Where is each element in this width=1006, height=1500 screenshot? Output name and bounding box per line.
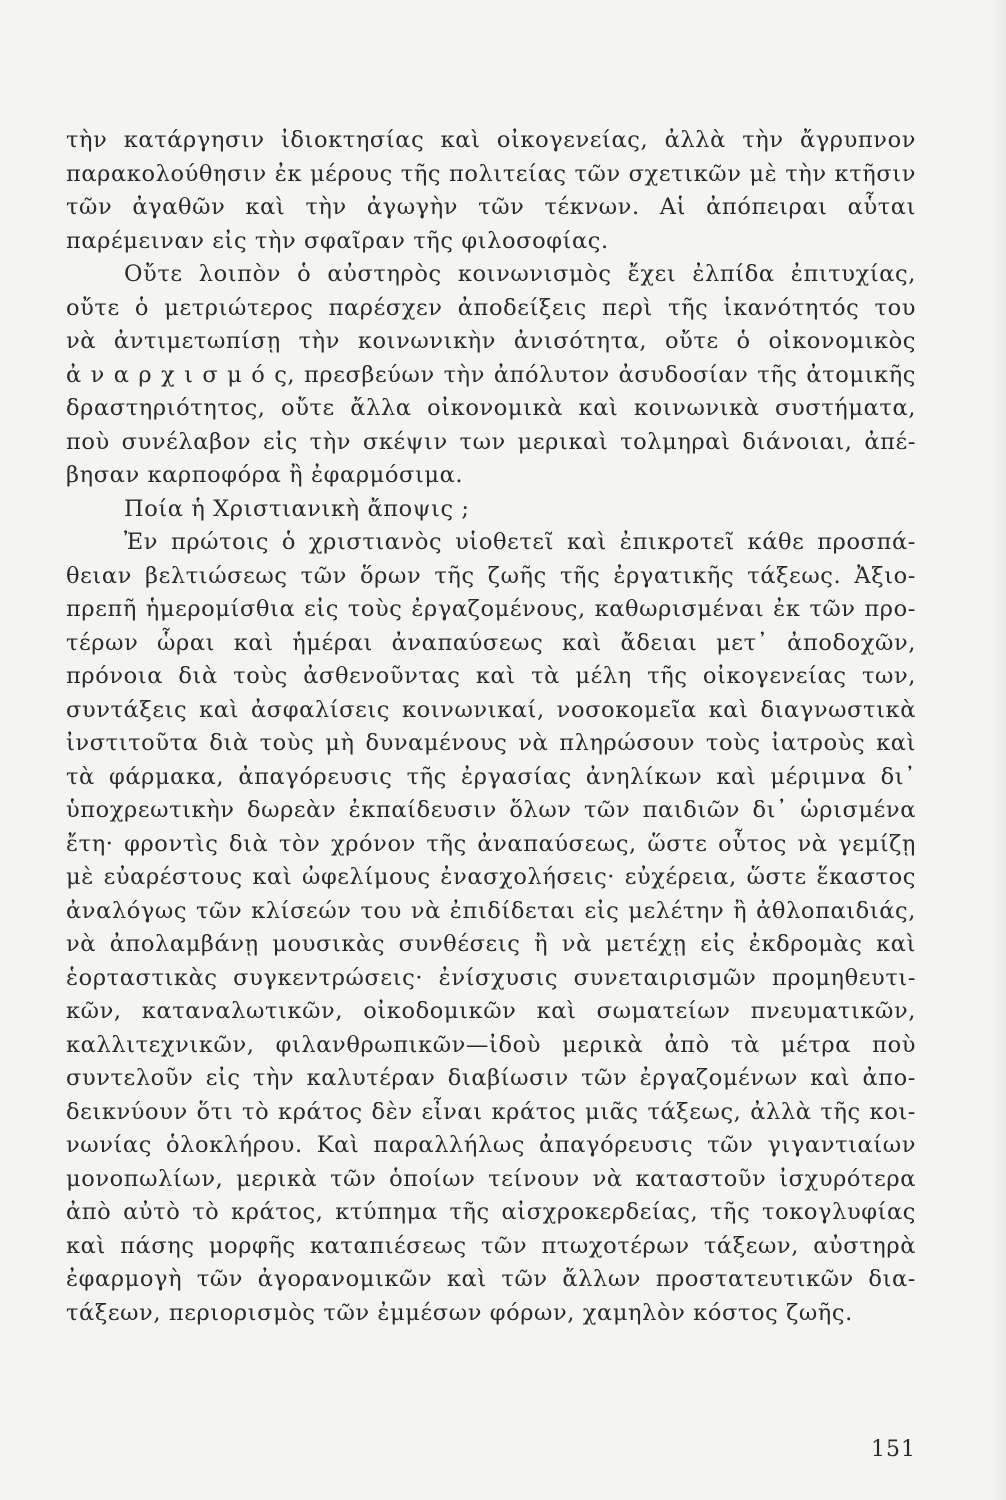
text-line: μονοπωλίων, μερικὰ τῶν ὁποίων τείνουν νὰ καταστοῦν ἰσχυρότερα — [66, 1165, 916, 1192]
text-line: παρέμειναν εἰς τὴν σφαῖραν τῆς φιλοσοφίας. — [66, 227, 609, 254]
text-line: καλλιτεχνικῶν, φιλανθρωπικῶν—ἰδοὺ μερικὰ ἀπὸ τὰ μέτρα ποὺ — [66, 1031, 916, 1058]
text-line: δραστηριότητος, οὔτε ἄλλα οἰκονομικὰ καὶ κοινωνικὰ συστήματα, — [66, 395, 916, 421]
text-line: νὰ ἀντιμετωπίσῃ τὴν κοινωνικὴν ἀνισότητα, οὔτε ὁ οἰκονομικὸς — [66, 328, 916, 354]
text-line: ποὺ συνέλαβον εἰς τὴν σκέψιν των μερικαὶ τολμηραὶ διάνοιαι, ἀπέ- — [66, 428, 916, 455]
text-line: ἀ ν α ρ χ ι σ μ ό ς, πρεσβεύων τὴν ἀπόλυτον ἀσυδοσίαν τῆς ἀτομικῆς — [66, 361, 916, 388]
text-line: τέρων ὧραι καὶ ἡμέραι ἀναπαύσεως καὶ ἄδειαι μετ᾽ ἀποδοχῶν, — [66, 629, 916, 656]
text-line: συντάξεις καὶ ἀσφαλίσεις κοινωνικαί, νοσοκομεῖα καὶ διαγνωστικὰ — [66, 696, 916, 723]
page-number: 151 — [871, 1437, 916, 1462]
text-line: τῶν ἀγαθῶν καὶ τὴν ἀγωγὴν τῶν τέκνων. Αἱ ἀπόπειραι αὗται — [66, 194, 916, 220]
text-line: θειαν βελτιώσεως τῶν ὅρων τῆς ζωῆς τῆς ἐργατικῆς τάξεως. Ἀξιο- — [66, 562, 916, 589]
text-line: νὰ ἀπολαμβάνῃ μουσικὰς συνθέσεις ἢ νὰ μετέχῃ εἰς ἐκδρομὰς καὶ — [66, 931, 916, 957]
text-line: νωνίας ὁλοκλήρου. Καὶ παραλλήλως ἀπαγόρευσις τῶν γιγαντιαίων — [66, 1132, 916, 1158]
text-line: ἑορταστικὰς συγκεντρώσεις· ἐνίσχυσις συνεταιρισμῶν προμηθευτι- — [66, 964, 916, 991]
text-line: ἀναλόγως τῶν κλίσεών του νὰ ἐπιδίδεται εἰς μελέτην ἢ ἀθλοπαιδιάς, — [66, 897, 916, 924]
text-line: ἐφαρμογὴ τῶν ἀγορανομικῶν καὶ τῶν ἄλλων προστατευτικῶν δια- — [66, 1266, 916, 1292]
text-line: κῶν, καταναλωτικῶν, οἰκοδομικῶν καὶ σωματείων πνευματικῶν, — [66, 998, 916, 1024]
text-line: πρόνοια διὰ τοὺς ἀσθενοῦντας καὶ τὰ μέλη τῆς οἰκογενείας των, — [66, 663, 916, 689]
text-line: ἰνστιτοῦτα διὰ τοὺς μὴ δυναμένους νὰ πληρώσουν τοὺς ἰατροὺς καὶ — [66, 730, 916, 756]
page-edge-shadow — [992, 0, 1006, 1500]
text-line: βησαν καρποφόρα ἢ ἐφαρμόσιμα. — [66, 462, 464, 488]
text-line: ἔτη· φροντὶς διὰ τὸν χρόνον τῆς ἀναπαύσεως, ὥστε οὗτος νὰ γεμίζῃ — [66, 830, 916, 857]
text-line: συντελοῦν εἰς τὴν καλυτέραν διαβίωσιν τῶν ἐργαζομένων καὶ ἀπο- — [66, 1065, 916, 1091]
text-line: τὴν κατάργησιν ἰδιοκτησίας καὶ οἰκογενείας, ἀλλὰ τὴν ἄγρυπνον — [66, 127, 916, 153]
text-line: Ποία ἡ Χριστιανικὴ ἄποψις ; — [124, 495, 470, 522]
text-line: ἀπὸ αὐτὸ τὸ κράτος, κτύπημα τῆς αἰσχροκερδείας, τῆς τοκογλυφίας — [66, 1199, 916, 1225]
text-line: πρεπῆ ἡμερομίσθια εἰς τοὺς ἐργαζομένους, καθωρισμέναι ἐκ τῶν προ- — [66, 596, 916, 622]
text-line: Οὔτε λοιπὸν ὁ αὐστηρὸς κοινωνισμὸς ἔχει ἐλπίδα ἐπιτυχίας, — [124, 261, 916, 287]
text-line: μὲ εὐαρέστους καὶ ὠφελίμους ἐνασχολήσεις· εὐχέρεια, ὥστε ἕκαστος — [66, 864, 916, 890]
text-line: οὔτε ὁ μετριώτερος παρέσχεν ἀποδείξεις περὶ τῆς ἱκανότητός του — [66, 294, 916, 321]
text-line: δεικνύουν ὅτι τὸ κράτος δὲν εἶναι κράτος μιᾶς τάξεως, ἀλλὰ τῆς κοι- — [66, 1098, 916, 1125]
text-line: ὑποχρεωτικὴν δωρεὰν ἐκπαίδευσιν ὅλων τῶν παιδιῶν δι᾽ ὡρισμένα — [66, 797, 916, 823]
text-line: καὶ πάσης μορφῆς καταπιέσεως τῶν πτωχοτέρων τάξεων, αὐστηρὰ — [66, 1232, 916, 1259]
text-line: παρακολούθησιν ἐκ μέρους τῆς πολιτείας τῶν σχετικῶν μὲ τὴν κτῆσιν — [66, 160, 916, 187]
text-line: τὰ φάρμακα, ἀπαγόρευσις τῆς ἐργασίας ἀνηλίκων καὶ μέριμνα δι᾽ — [66, 763, 916, 790]
text-line: τάξεων, περιορισμὸς τῶν ἐμμέσων φόρων, χαμηλὸν κόστος ζωῆς. — [66, 1299, 853, 1326]
text-line: Ἐν πρώτοις ὁ χριστιανὸς υἱοθετεῖ καὶ ἐπικροτεῖ κάθε προσπά- — [124, 529, 916, 555]
body-text — [66, 124, 916, 1330]
